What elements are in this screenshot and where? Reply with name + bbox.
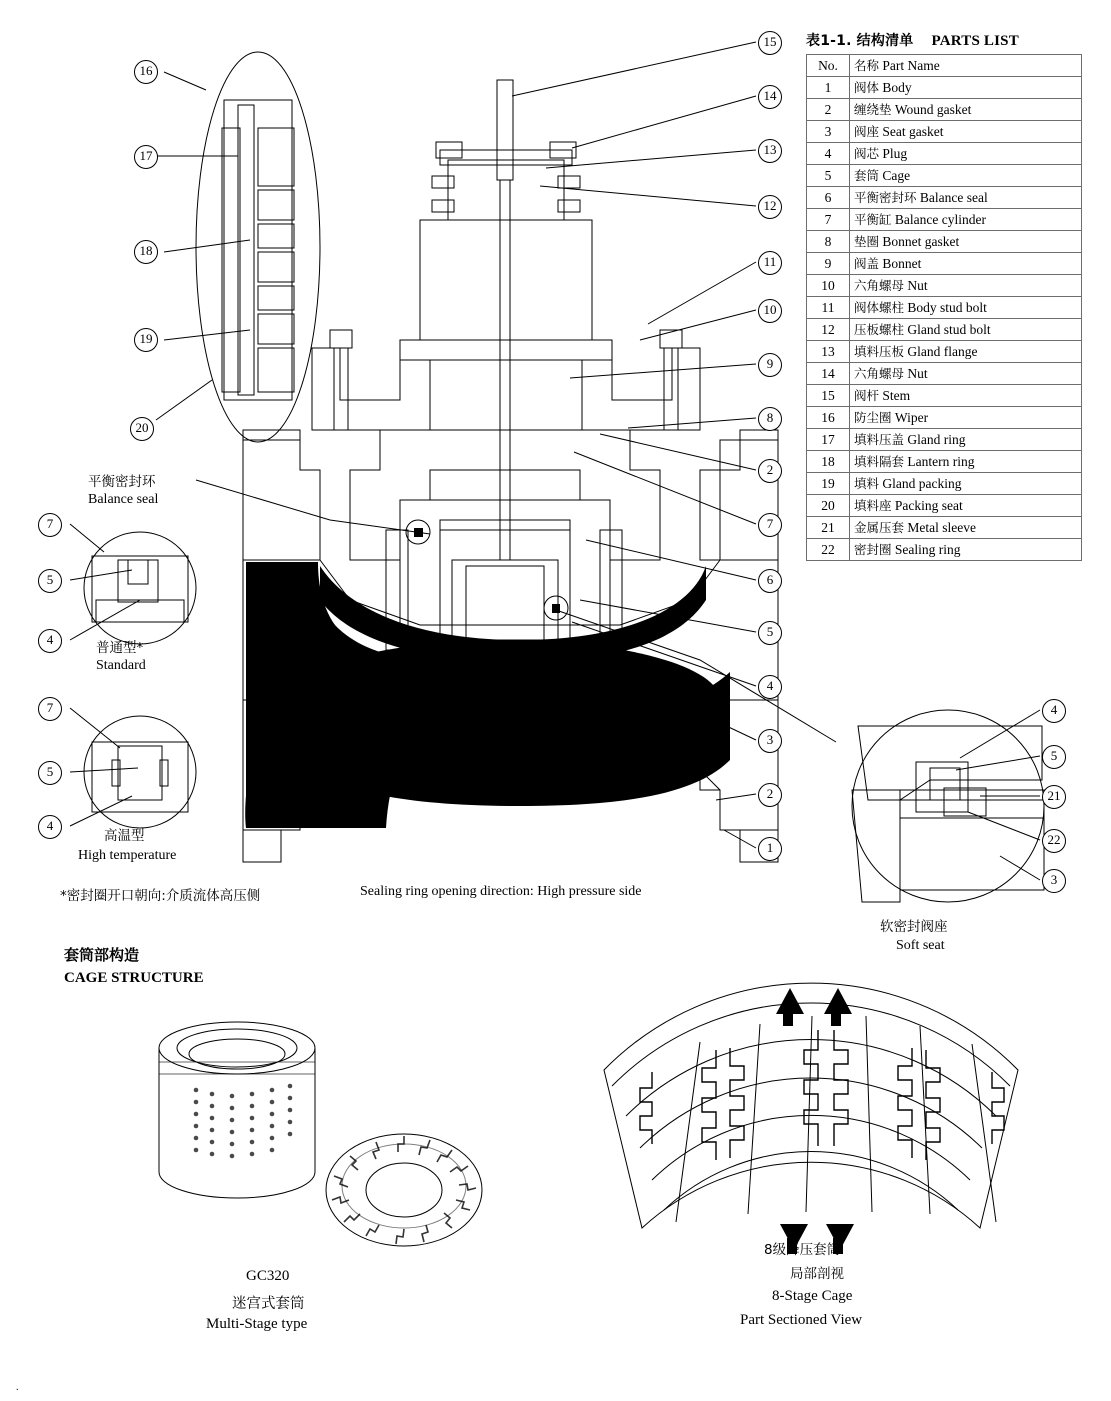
row-name-cn: 填料座 bbox=[854, 498, 892, 513]
row-name bbox=[850, 429, 1082, 451]
row-no: 6 bbox=[807, 187, 850, 209]
table-row bbox=[807, 253, 1082, 275]
row-name-en: Gland stud bolt bbox=[907, 322, 991, 337]
eight-stage-cage-section-view bbox=[604, 983, 1018, 1254]
callout-9: 9 bbox=[758, 353, 782, 377]
callout-17: 17 bbox=[134, 145, 158, 169]
row-name-cn: 填料 bbox=[854, 476, 880, 491]
row-name-en: Nut bbox=[907, 366, 928, 381]
table-row bbox=[807, 275, 1082, 297]
row-name bbox=[850, 539, 1082, 561]
row-name-en: Nut bbox=[907, 278, 928, 293]
cage-type-label-cn: 迷宫式套筒 bbox=[232, 1296, 305, 1312]
table-row bbox=[807, 99, 1082, 121]
table-row bbox=[807, 495, 1082, 517]
row-name-cn: 密封圈 bbox=[854, 542, 892, 557]
row-name-en: Balance cylinder bbox=[894, 212, 986, 227]
row-name bbox=[850, 121, 1082, 143]
callout-bs-ht-7: 7 bbox=[38, 697, 62, 721]
row-no: 5 bbox=[807, 165, 850, 187]
row-name-en: Gland ring bbox=[907, 432, 966, 447]
leader-lines-packing bbox=[156, 72, 250, 420]
labyrinth-ring-view bbox=[326, 1134, 482, 1246]
table-row bbox=[807, 473, 1082, 495]
row-no: 21 bbox=[807, 517, 850, 539]
callout-2-upper: 2 bbox=[758, 459, 782, 483]
table-row bbox=[807, 319, 1082, 341]
row-name-cn: 填料隔套 bbox=[854, 454, 905, 469]
callout-8: 8 bbox=[758, 407, 782, 431]
table-row bbox=[807, 451, 1082, 473]
row-no: 17 bbox=[807, 429, 850, 451]
stage-cage-label-en2: Part Sectioned View bbox=[740, 1312, 863, 1328]
column-header-name: 名称 Part Name bbox=[850, 55, 1082, 77]
row-no: 12 bbox=[807, 319, 850, 341]
soft-seat-label-cn: 软密封阀座 bbox=[880, 919, 948, 935]
table-row bbox=[807, 385, 1082, 407]
row-name bbox=[850, 99, 1082, 121]
row-no: 10 bbox=[807, 275, 850, 297]
row-name-cn: 平衡密封环 bbox=[854, 190, 917, 205]
cage-3d-view bbox=[159, 1022, 315, 1198]
callout-bs-ht-5: 5 bbox=[38, 761, 62, 785]
row-no: 11 bbox=[807, 297, 850, 319]
cage-type-label-en: Multi-Stage type bbox=[206, 1316, 308, 1332]
callout-bs-std-7: 7 bbox=[38, 513, 62, 537]
parts-list-table bbox=[806, 54, 1082, 561]
row-name bbox=[850, 275, 1082, 297]
table-header-row bbox=[807, 55, 1082, 77]
row-no: 18 bbox=[807, 451, 850, 473]
row-name bbox=[850, 165, 1082, 187]
row-name bbox=[850, 363, 1082, 385]
cage-structure-heading-cn: 套筒部构造 bbox=[64, 946, 140, 964]
row-name bbox=[850, 473, 1082, 495]
row-name-cn: 金属压套 bbox=[854, 520, 905, 535]
row-name-cn: 压板螺柱 bbox=[854, 322, 905, 337]
row-name-en: Packing seat bbox=[894, 498, 963, 513]
row-name bbox=[850, 451, 1082, 473]
callout-13: 13 bbox=[758, 139, 782, 163]
cage-code-label: GC320 bbox=[246, 1268, 290, 1284]
row-name-en: Bonnet bbox=[882, 256, 922, 271]
parts-list-title-en: PARTS LIST bbox=[931, 33, 1019, 49]
callout-ss-3: 3 bbox=[1042, 869, 1066, 893]
callout-bs-std-5: 5 bbox=[38, 569, 62, 593]
callout-19: 19 bbox=[134, 328, 158, 352]
row-name-cn: 六角螺母 bbox=[854, 278, 905, 293]
table-row bbox=[807, 143, 1082, 165]
row-name-cn: 阀杆 bbox=[854, 388, 880, 403]
callout-15: 15 bbox=[758, 31, 782, 55]
callout-bs-ht-4: 4 bbox=[38, 815, 62, 839]
row-name-en: Seat gasket bbox=[882, 124, 944, 139]
row-name bbox=[850, 341, 1082, 363]
row-name-en: Sealing ring bbox=[894, 542, 961, 557]
row-name-cn: 填料压盖 bbox=[854, 432, 905, 447]
callout-5-main: 5 bbox=[758, 621, 782, 645]
parts-list bbox=[806, 30, 1086, 561]
callout-bs-std-4: 4 bbox=[38, 629, 62, 653]
cage-structure-heading-en: CAGE STRUCTURE bbox=[64, 970, 204, 986]
row-name-en: Plug bbox=[882, 146, 908, 161]
row-no: 8 bbox=[807, 231, 850, 253]
callout-ss-5: 5 bbox=[1042, 745, 1066, 769]
callout-ss-4: 4 bbox=[1042, 699, 1066, 723]
row-name-cn: 阀体螺柱 bbox=[854, 300, 905, 315]
callout-10: 10 bbox=[758, 299, 782, 323]
row-name-cn: 阀座 bbox=[854, 124, 880, 139]
standard-label-cn: 普通型* bbox=[96, 640, 144, 656]
row-name-cn: 阀盖 bbox=[854, 256, 880, 271]
parts-list-title bbox=[806, 30, 1086, 50]
row-name bbox=[850, 231, 1082, 253]
page-corner-dot: . bbox=[16, 1382, 19, 1393]
row-name-en: Bonnet gasket bbox=[882, 234, 960, 249]
table-row bbox=[807, 341, 1082, 363]
row-name-en: Wiper bbox=[894, 410, 929, 425]
column-header-no: No. bbox=[807, 55, 850, 77]
row-name-cn: 防尘圈 bbox=[854, 410, 892, 425]
row-no: 22 bbox=[807, 539, 850, 561]
row-no: 1 bbox=[807, 77, 850, 99]
row-no: 2 bbox=[807, 99, 850, 121]
row-name bbox=[850, 319, 1082, 341]
soft-seat-detail-view bbox=[852, 710, 1044, 902]
row-name-cn: 套筒 bbox=[854, 168, 880, 183]
callout-20: 20 bbox=[130, 417, 154, 441]
row-name-en: Body stud bolt bbox=[907, 300, 987, 315]
high-temp-label-cn: 高温型 bbox=[104, 828, 145, 844]
table-row bbox=[807, 363, 1082, 385]
callout-18: 18 bbox=[134, 240, 158, 264]
callout-1: 1 bbox=[758, 837, 782, 861]
sealing-note-en: Sealing ring opening direction: High pressure side bbox=[360, 884, 642, 899]
high-temp-label-en: High temperature bbox=[78, 848, 177, 863]
standard-label-en: Standard bbox=[96, 658, 146, 673]
table-row bbox=[807, 209, 1082, 231]
callout-7-main: 7 bbox=[758, 513, 782, 537]
callout-ss-21: 21 bbox=[1042, 785, 1066, 809]
stage-cage-label-cn2: 局部剖视 bbox=[790, 1266, 844, 1282]
row-name-cn: 垫圈 bbox=[854, 234, 880, 249]
row-name-cn: 阀芯 bbox=[854, 146, 880, 161]
table-row bbox=[807, 407, 1082, 429]
table-row bbox=[807, 297, 1082, 319]
row-no: 3 bbox=[807, 121, 850, 143]
row-name-cn: 阀体 bbox=[854, 80, 880, 95]
row-no: 15 bbox=[807, 385, 850, 407]
row-name-en: Balance seal bbox=[919, 190, 988, 205]
row-name-cn: 平衡缸 bbox=[854, 212, 892, 227]
row-name-en: Wound gasket bbox=[894, 102, 972, 117]
row-no: 14 bbox=[807, 363, 850, 385]
callout-ss-22: 22 bbox=[1042, 829, 1066, 853]
callout-16: 16 bbox=[134, 60, 158, 84]
row-name-en: Gland packing bbox=[882, 476, 962, 491]
callout-11: 11 bbox=[758, 251, 782, 275]
callout-12: 12 bbox=[758, 195, 782, 219]
row-name-en: Stem bbox=[882, 388, 911, 403]
row-no: 7 bbox=[807, 209, 850, 231]
row-name bbox=[850, 77, 1082, 99]
soft-seat-label-en: Soft seat bbox=[896, 938, 945, 953]
table-row bbox=[807, 429, 1082, 451]
table-row bbox=[807, 77, 1082, 99]
table-row bbox=[807, 121, 1082, 143]
row-no: 4 bbox=[807, 143, 850, 165]
row-name-cn: 缠绕垫 bbox=[854, 102, 892, 117]
row-no: 19 bbox=[807, 473, 850, 495]
table-row bbox=[807, 165, 1082, 187]
stage-cage-label-en1: 8-Stage Cage bbox=[772, 1288, 853, 1304]
balance-seal-heading-en: Balance seal bbox=[88, 492, 159, 507]
callout-4-main: 4 bbox=[758, 675, 782, 699]
callout-3-main: 3 bbox=[758, 729, 782, 753]
row-name bbox=[850, 385, 1082, 407]
row-name bbox=[850, 495, 1082, 517]
row-no: 16 bbox=[807, 407, 850, 429]
row-name bbox=[850, 143, 1082, 165]
row-no: 9 bbox=[807, 253, 850, 275]
callout-2-lower: 2 bbox=[758, 783, 782, 807]
table-row bbox=[807, 231, 1082, 253]
row-no: 20 bbox=[807, 495, 850, 517]
row-name-en: Metal sleeve bbox=[907, 520, 976, 535]
row-name bbox=[850, 297, 1082, 319]
callout-6: 6 bbox=[758, 569, 782, 593]
valve-body-section bbox=[243, 80, 778, 862]
row-name-en: Cage bbox=[882, 168, 911, 183]
packing-detail-view bbox=[196, 52, 320, 442]
table-row bbox=[807, 187, 1082, 209]
row-name-cn: 六角螺母 bbox=[854, 366, 905, 381]
row-name bbox=[850, 209, 1082, 231]
table-row bbox=[807, 539, 1082, 561]
table-row bbox=[807, 517, 1082, 539]
row-name bbox=[850, 517, 1082, 539]
sealing-note-cn: *密封圈开口朝向:介质流体高压侧 bbox=[60, 888, 261, 904]
row-name-cn: 填料压板 bbox=[854, 344, 905, 359]
row-no: 13 bbox=[807, 341, 850, 363]
parts-list-title-cn: 表1-1. 结构清单 bbox=[806, 33, 914, 49]
row-name-en: Gland flange bbox=[907, 344, 978, 359]
row-name-en: Lantern ring bbox=[907, 454, 975, 469]
row-name bbox=[850, 407, 1082, 429]
callout-14: 14 bbox=[758, 85, 782, 109]
row-name bbox=[850, 253, 1082, 275]
balance-seal-heading-cn: 平衡密封环 bbox=[88, 474, 156, 490]
row-name bbox=[850, 187, 1082, 209]
row-name-en: Body bbox=[882, 80, 912, 95]
stage-cage-label-cn1: 8级降压套筒 bbox=[764, 1242, 841, 1258]
